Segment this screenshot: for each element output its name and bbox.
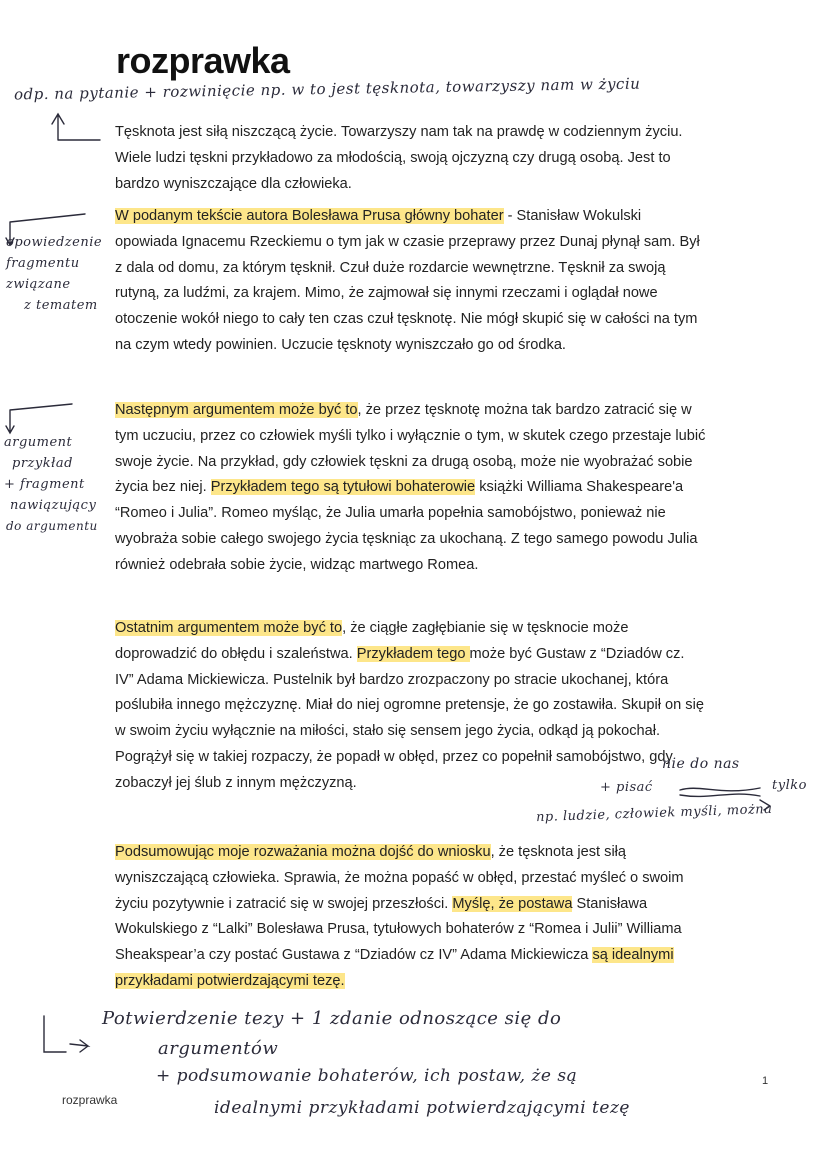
paragraph-text: - Stanisław Wokulski opowiada Ignacemu Rzeckiemu o tym jak w czasie przeprawy przez Dunaj płynął sam. Był z dala od domu, za którym tęsknił. Czuł duże rozdarcie wewnętrzne. Tęsknił za swoją rutyną, za ludźmi, za krajem. Mimo, że zajmował się innymi rzeczami i oglądał nowe otoczenie wokół niego to cały ten czas czuł tęsknotę. Nie mógł skupić się w całości na tym na czym wtedy powinien. Uczucie tęsknoty wyniszczało go od środka. <box>115 208 700 353</box>
highlight: Ostatnim argumentem może być to <box>115 620 343 636</box>
bottom-note-1: Potwierdzenie tezy + 1 zdanie odnoszące się do <box>102 1008 562 1029</box>
paragraph-argument-1 <box>115 398 707 579</box>
footer-label: rozprawka <box>62 1093 118 1107</box>
margin-note-1 <box>6 232 102 316</box>
insert-note-2: + pisać <box>600 780 653 795</box>
paragraph-text: Tęsknota jest siłą niszczącą życie. Towarzyszy nam tak na prawdę w codziennym życiu. Wiele ludzi tęskni przykładowo za młodością, swoją ojczyzną czy drugą osobą. Jest to bardzo wyniszczające dla człowieka. <box>115 124 683 192</box>
paragraph-summary <box>115 204 707 359</box>
margin-note-line: + fragment <box>4 477 85 492</box>
insert-note-1: nie do nas <box>662 756 740 772</box>
insert-note-3: tylko <box>772 778 807 793</box>
highlight: są idealnymi przykładami potwierdzającymi tezę. <box>115 947 674 989</box>
paragraph-text: Stanisława Wokulskiego z “Lalki” Bolesława Prusa, tytułowych bohaterów z “Romea i Julii” Williama Sheakspear’a czy postać Gustawa z “Dziadów cz IV” Adama Mickiewicza <box>115 895 682 964</box>
paragraph-conclusion <box>115 840 707 995</box>
highlight: Przykładem tego <box>356 645 470 662</box>
page-number: 1 <box>762 1075 769 1087</box>
paragraph-text: , że ciągłe zagłębianie się w tęsknocie może doprowadzić do obłędu i szaleństwa. <box>115 620 629 662</box>
margin-note-line: z tematem <box>24 298 98 313</box>
highlight: Następnym argumentem może być to <box>115 402 358 418</box>
highlight: Przykładem tego są tytułowi bohaterowie <box>210 479 476 496</box>
margin-note-line: do argumentu <box>6 519 98 533</box>
highlight: Myślę, że postawa <box>452 895 573 912</box>
bottom-note-4: idealnymi przykładami potwierdzającymi tezę <box>214 1098 630 1118</box>
page-title: rozprawka <box>116 40 290 81</box>
paragraph-text: , że tęsknota jest siłą wyniszczającą człowieka. Sprawia, że można popaść w obłęd, przestać myśleć o swoim życiu pozytywnie i zatracić się w swojej przeszłości. <box>115 844 684 912</box>
handwritten-top-note: odp. na pytanie + rozwinięcie np. w to jest tęsknota, towarzyszy nam w życiu <box>13 74 641 104</box>
margin-note-line: fragmentu <box>6 256 80 271</box>
bottom-note-2: argumentów <box>158 1038 279 1059</box>
paragraph-text: , że przez tęsknotę można tak bardzo zatracić się w tym uczuciu, przez co człowiek myśli tylko i wyłącznie o tym, w skutek czego przestaje lubić swoje życie. Na przykład, gdy człowiek tęskni za drugą osobą, może nie wyobrażać sobie życia bez niej. <box>115 402 706 496</box>
margin-note-line: przykład <box>12 456 73 471</box>
insert-note-4: np. ludzie, człowiek myśli, można <box>535 801 773 826</box>
margin-note-line: argument <box>4 435 73 450</box>
highlight: W podanym tekście autora Bolesława Prusa główny bohater <box>115 208 504 224</box>
paragraph-argument-2 <box>115 616 707 797</box>
paragraph-text: może być Gustaw z “Dziadów cz. IV” Adama Mickiewicza. Pustelnik był bardzo zrozpaczony po stracie ukochanej, która poślubiła innego mężczyznę. Miał do niej ogromne pretensje, że go zostawiła. Skupił on się w swoim życiu wyłącznie na miłości, stało się sensem jego życia, odkąd ją pokochał. Pogrążył się w takiej rozpaczy, że popadł w obłęd, przez co popełnił samobójstwo, gdy zobaczył jej ślub z innym mężczyzną. <box>115 645 704 791</box>
margin-bracket-2 <box>6 404 72 433</box>
bottom-bracket <box>44 1016 88 1052</box>
bottom-note-3: + podsumowanie bohaterów, ich postaw, że są <box>156 1066 578 1086</box>
margin-note-line: związane <box>6 277 71 292</box>
paragraph-intro <box>115 120 707 197</box>
margin-note-2 <box>4 432 98 537</box>
margin-note-line: opowiedzenie <box>6 235 103 250</box>
arrow-up-stroke <box>52 114 100 140</box>
paragraph-text: książki Williama Shakespeare'a “Romeo i Julia”. Romeo myśląc, że Julia umarła popełnia samobójstwo, ponieważ nie wyobraża sobie całego swojego życia tęskniąc za ukochaną. Z tego samego powodu Julia również odebrała sobie życie, widząc martwego Romea. <box>115 479 698 573</box>
highlight: Podsumowując moje rozważania można dojść do wniosku <box>115 844 491 860</box>
margin-note-line: nawiązujący <box>10 498 97 513</box>
